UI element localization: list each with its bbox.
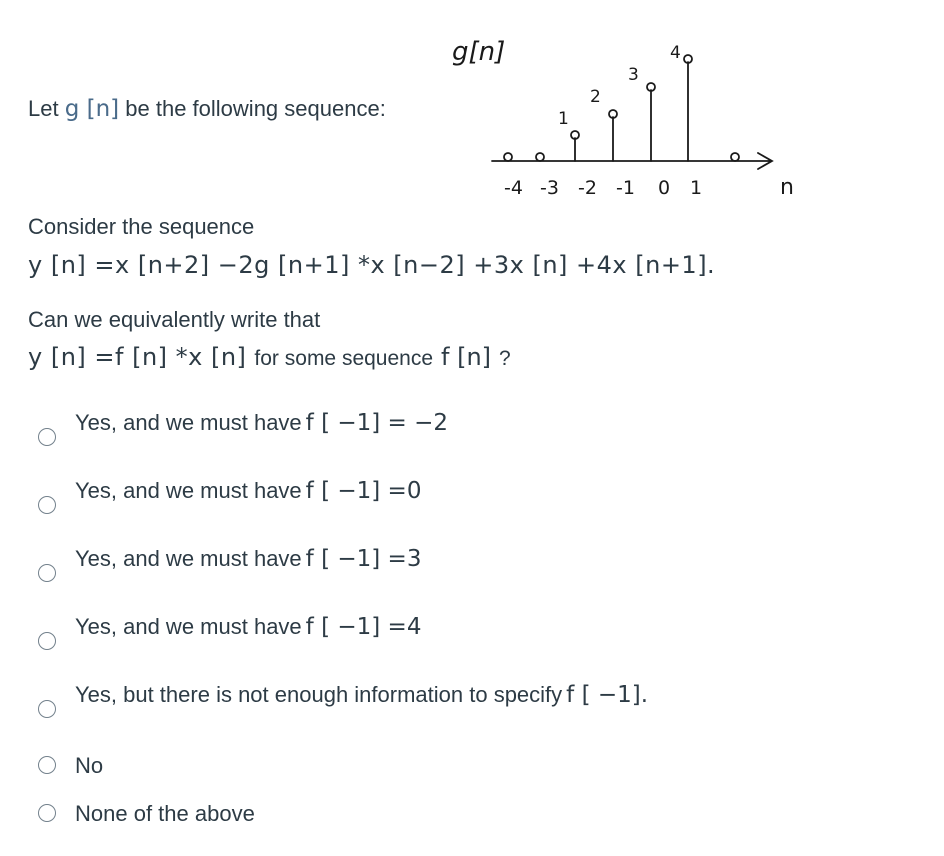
- tick-label-n1: 1: [690, 177, 703, 199]
- option-3-math: f [ −1] =3: [305, 546, 422, 572]
- option-3-text: Yes, and we must have: [75, 546, 302, 571]
- question-equation: y [n] =f [n] *x [n]: [28, 343, 247, 371]
- sketch-axis: [492, 153, 772, 169]
- option-5-math: f [ −1].: [566, 682, 649, 708]
- sequence-sketch: [440, 28, 800, 208]
- option-4-math: f [ −1] =4: [305, 614, 422, 640]
- question-text: Can we equivalently write that: [28, 307, 321, 332]
- tick-label-n-2: -2: [578, 177, 597, 199]
- consider-equation: y [n] =x [n+2] −2g [n+1] *x [n−2] +3x [n] +4x [n+1].: [28, 251, 716, 279]
- option-2-math: f [ −1] =0: [305, 478, 422, 504]
- option-6-text: No: [75, 753, 104, 778]
- option-2[interactable]: [38, 478, 421, 514]
- option-4[interactable]: [38, 614, 421, 650]
- option-6[interactable]: [38, 753, 103, 779]
- value-label-1: 1: [558, 109, 569, 129]
- sketch-value-labels: [558, 43, 681, 129]
- intro-suffix: be the following sequence:: [125, 96, 386, 121]
- value-label-3: 3: [628, 65, 639, 85]
- option-7[interactable]: [38, 801, 255, 827]
- option-3[interactable]: [38, 546, 421, 582]
- question-sequence: f [n]: [441, 343, 492, 371]
- option-1-text: Yes, and we must have: [75, 410, 302, 435]
- option-5-radio[interactable]: [38, 700, 56, 718]
- intro-sequence: g [n]: [64, 96, 120, 122]
- sketch-axis-var: n: [780, 175, 794, 200]
- question-end: ?: [499, 347, 511, 370]
- question-line: [28, 343, 511, 371]
- option-7-text: None of the above: [75, 801, 255, 826]
- stem-dot-n-4: [504, 153, 512, 161]
- consider-text: Consider the sequence: [28, 214, 255, 239]
- question-mid: for some sequence: [254, 347, 434, 370]
- option-2-radio[interactable]: [38, 496, 56, 514]
- tick-label-n-3: -3: [540, 177, 559, 199]
- option-7-radio[interactable]: [38, 804, 56, 822]
- tick-label-n0: 0: [658, 177, 671, 199]
- tick-label-n-1: -1: [616, 177, 635, 199]
- intro-line: [28, 96, 386, 122]
- option-1[interactable]: [38, 410, 448, 446]
- value-label-4: 4: [670, 43, 681, 63]
- sketch-tick-labels: [504, 177, 702, 199]
- tick-label-n-4: -4: [504, 177, 523, 199]
- option-4-radio[interactable]: [38, 632, 56, 650]
- value-label-2: 2: [590, 87, 601, 107]
- stem-dot-n2: [731, 153, 739, 161]
- sketch-title: g[n]: [452, 37, 506, 67]
- option-2-text: Yes, and we must have: [75, 478, 302, 503]
- option-5-text: Yes, but there is not enough information to specify: [75, 682, 563, 707]
- stem-dot-n-3: [536, 153, 544, 161]
- option-4-text: Yes, and we must have: [75, 614, 302, 639]
- option-5[interactable]: [38, 682, 648, 718]
- option-1-math: f [ −1] = −2: [305, 410, 449, 436]
- option-6-radio[interactable]: [38, 756, 56, 774]
- intro-prefix: Let: [28, 96, 59, 121]
- option-1-radio[interactable]: [38, 428, 56, 446]
- option-3-radio[interactable]: [38, 564, 56, 582]
